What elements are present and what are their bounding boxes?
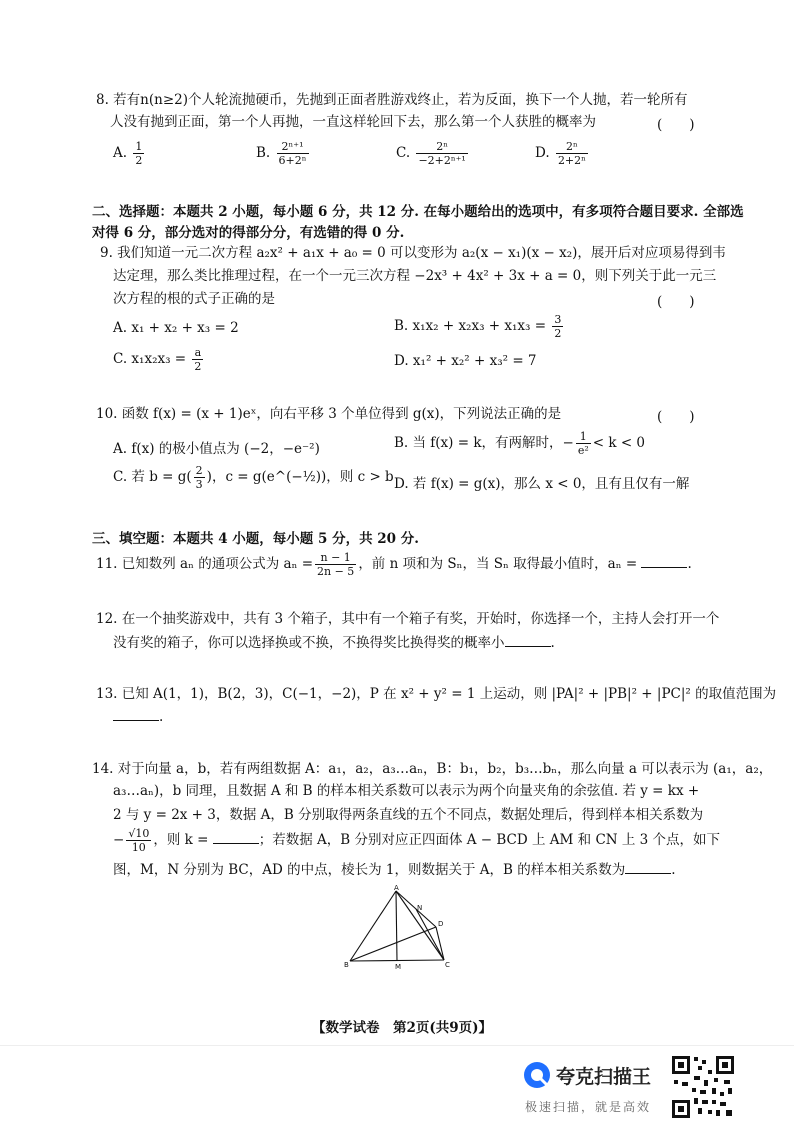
label-d: D (438, 920, 444, 928)
label-b: B (344, 961, 349, 969)
q9-option-c: C. x₁x₂x₃ = $\frac{a}{2}$ (113, 346, 202, 373)
q8-answer-paren: ( ) (657, 117, 695, 133)
q9-option-d: D. x₁² + x₂² + x₃² = 7 (394, 353, 537, 369)
q14-line-3: 2 与 y = 2x + 3，数据 A，B 分别取得两条直线的五个不同点，数据处理后，得到样本相关系数为 (113, 807, 704, 823)
label-n: N (417, 904, 423, 912)
tetrahedron-figure (340, 885, 460, 970)
edge-ab (350, 891, 396, 961)
q13-answer-blank[interactable] (113, 708, 159, 721)
q10-option-a: A. f(x) 的极小值点为 (−2，−e⁻²) (113, 441, 320, 457)
label-a: A (394, 885, 399, 892)
q14-answer-blank-r[interactable] (625, 861, 671, 874)
q8-option-d: D. $\frac{\text{2ⁿ}}{\text{2+2ⁿ}}$ (535, 140, 586, 167)
q8-option-b: B. $\frac{\text{2ⁿ⁺¹}}{\text{6+2ⁿ}}$ (256, 140, 307, 167)
segment-cn (416, 909, 444, 960)
q8-line-1: 8. 若有n(n≥2)个人轮流抛硬币，先抛到正面者胜游戏终止，若为反面，换下一个人抛，若一轮所有 (96, 92, 688, 108)
q8-option-a: A. $\frac{1}{2}$ (113, 140, 143, 167)
q14-line-1: 14. 对于向量 a，b，若有两组数据 A：a₁，a₂，a₃…aₙ，B：b₁，b₂，b₃…bₙ，那么向量 a 可以表示为 (a₁，a₂， (92, 761, 773, 777)
q10-option-b: B. 当 f(x) = k，有两解时，− $\frac{1}{\text{e²}}$ < k < 0 (394, 430, 646, 457)
q10-answer-paren: ( ) (657, 409, 695, 425)
q11-answer-blank[interactable] (641, 555, 687, 568)
q14-line-5: 图，M，N 分别为 BC，AD 的中点，棱长为 1，则数据关于 A，B 的样本相关系数为 . (113, 862, 676, 878)
q10-line-1: 10. 函数 f(x) = (x + 1)eˣ，向右平移 3 个单位得到 g(x)，下列说法正确的是 (96, 406, 562, 422)
q13-line-2: . (113, 708, 163, 726)
q8-line-2: 人没有抛到正面，第一个人再抛，一直这样轮回下去，那么第一个人获胜的概率为 (110, 114, 596, 130)
label-m: M (395, 963, 402, 970)
section-2-heading-1: 二、选择题：本题共 2 小题，每小题 6 分，共 12 分. 在每小题给出的选项中，有多项符合题目要求. 全部选 (92, 204, 744, 220)
q9-answer-paren: ( ) (657, 294, 695, 310)
edge-ac (396, 891, 444, 960)
q11-text: 11. 已知数列 aₙ 的通项公式为 aₙ = $\frac{n - 1}{2n - 5}$ ，前 n 项和为 Sₙ，当 Sₙ 取得最小值时，aₙ = . (96, 551, 692, 578)
q9-line-2: 达定理，那么类比推理过程，在一个一元三次方程 −2x³ + 4x² + 3x + a = 0，则下列关于此一元三 (113, 268, 717, 284)
label-c: C (445, 961, 450, 969)
q9-option-a: A. x₁ + x₂ + x₃ = 2 (113, 320, 239, 336)
q9-line-1: 9. 我们知道一元二次方程 a₂x² + a₁x + a₀ = 0 可以变形为 a₂(x − x₁)(x − x₂)，展开后对应项易得到韦 (100, 245, 726, 261)
segment-am (396, 891, 397, 961)
page-footer-title: 【数学试卷 第2页(共9页)】 (312, 1020, 493, 1036)
q12-line-1: 12. 在一个抽奖游戏中，共有 3 个箱子，其中有一个箱子有奖，开始时，你选择一个，主持人会打开一个 (96, 611, 720, 627)
q8-option-c: C. $\frac{\text{2ⁿ}}{\text{−2+2ⁿ⁺¹}}$ (396, 140, 466, 167)
q9-option-b: B. x₁x₂ + x₂x₃ + x₁x₃ = $\frac{3}{2}$ (394, 313, 562, 340)
q14-answer-blank-k[interactable] (213, 831, 259, 844)
qr-code-icon (670, 1054, 736, 1120)
edge-bd (350, 927, 436, 961)
q10-option-c: C. 若 b = g( $\frac{2}{3}$ )，c = g(e^(−½))，则 c > b (113, 464, 394, 491)
q10-option-d: D. 若 f(x) = g(x)，那么 x < 0，且有且仅有一解 (394, 476, 690, 492)
section-2-heading-2: 对得 6 分，部分选对的得部分分，有选错的得 0 分. (92, 225, 405, 241)
q14-line-2: a₃…aₙ)，b 同理，且数据 A 和 B 的样本相关系数可以表示为两个向量夹角的余弦值. 若 y = kx + (113, 783, 700, 799)
q14-line-4: − $\frac{√10}{10}$ ，则 k = ；若数据 A，B 分别对应正四面体 A − BCD 上 AM 和 CN 上 3 个点，如下 (113, 827, 721, 854)
q12-line-2: 没有奖的箱子，你可以选择换或不换，不换得奖比换得奖的概率小 . (113, 635, 555, 651)
q9-line-3: 次方程的根的式子正确的是 (113, 291, 275, 307)
q12-answer-blank[interactable] (505, 634, 551, 647)
brand-name: 夸克扫描王 (556, 1066, 652, 1088)
brand-slogan: 极速扫描，就是高效 (525, 1100, 652, 1114)
q13-line-1: 13. 已知 A(1，1)，B(2，3)，C(−1，−2)，P 在 x² + y² = 1 上运动，则 |PA|² + |PB|² + |PC|² 的取值范围为 (96, 686, 777, 702)
section-3-heading: 三、填空题：本题共 4 小题，每小题 5 分，共 20 分. (92, 531, 419, 547)
quark-logo-icon (522, 1060, 552, 1090)
